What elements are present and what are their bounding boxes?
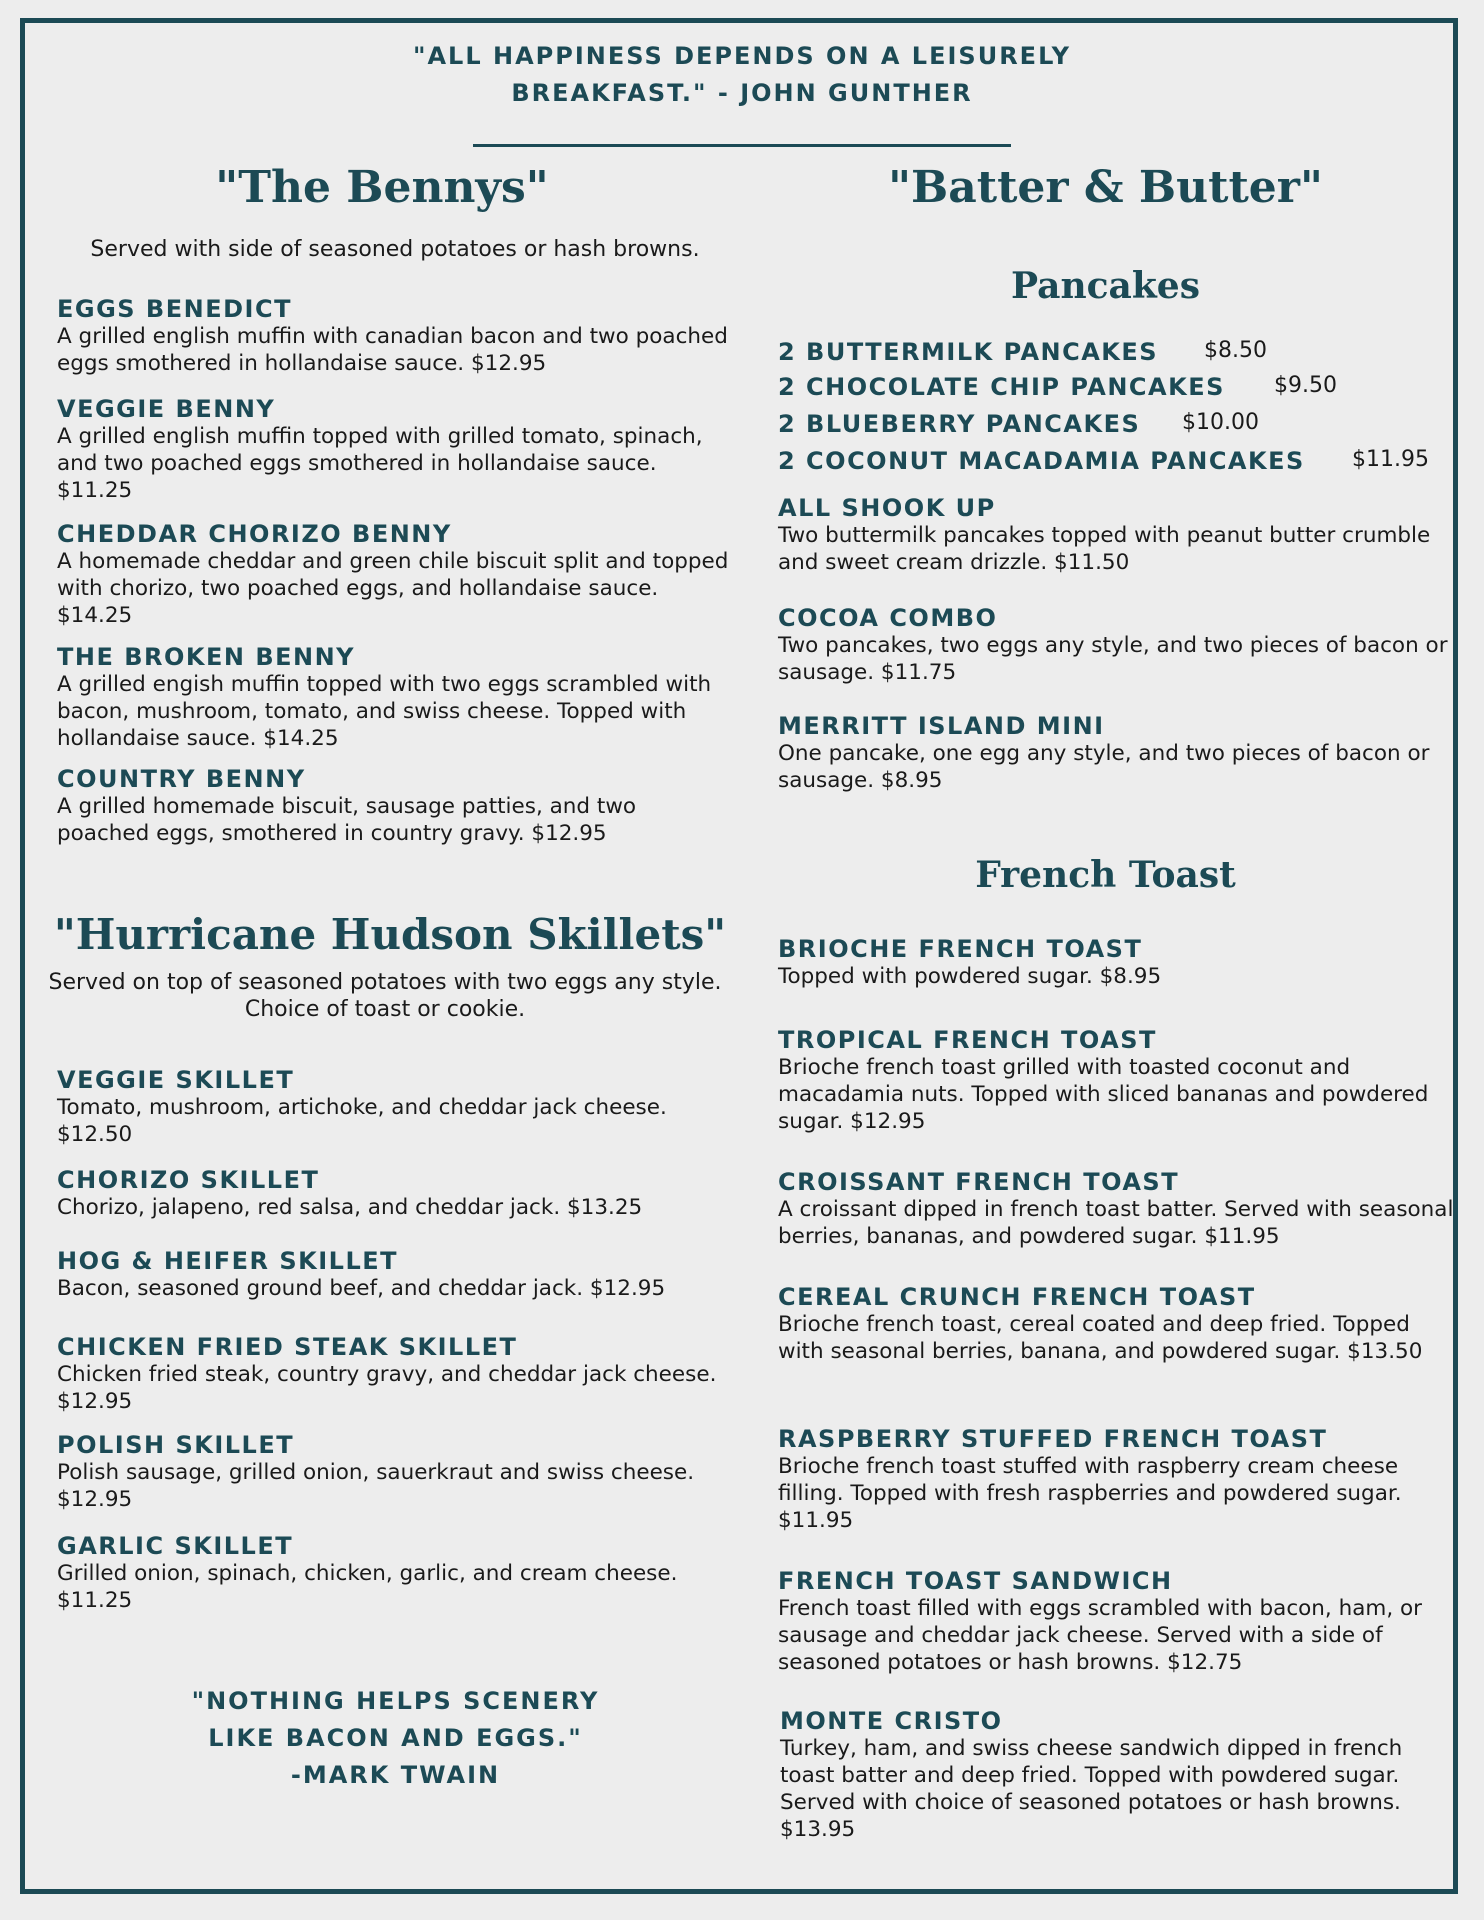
top-quote-line-2: BREAKFAST." - JOHN GUNTHER [511,79,973,107]
menu-item [57,395,734,504]
menu-item [778,712,1458,794]
item-description: Tomato, mushroom, artichoke, and cheddar jack cheese. $12.50 [57,1095,667,1147]
pancake-name: 2 COCONUT MACADAMIA PANCAKES [778,447,1305,475]
subsection-title-french-toast: French Toast [975,854,1236,896]
item-name: FRENCH TOAST SANDWICH [778,1567,1173,1595]
menu-item [778,1567,1458,1676]
menu-item [778,494,1458,576]
item-description: A homemade cheddar and green chile biscuit split and topped with chorizo, two poached eggs, and hollandaise sauce. $14.25 [57,549,729,628]
item-name: CEREAL CRUNCH FRENCH TOAST [778,1283,1256,1311]
bottom-quote [57,1683,734,1794]
menu-item [780,1707,1450,1843]
item-description: Brioche french toast stuffed with raspberry cream cheese filling. Topped with fresh raspberries and powdered sugar. $11.95 [778,1454,1402,1533]
skillets-intro: Served on top of seasoned potatoes with two eggs any style. Choice of toast or cookie. [48,970,722,1022]
item-description: Brioche french toast, cereal coated and deep fried. Topped with seasonal berries, banana, and powdered sugar. $13.50 [778,1312,1423,1364]
item-description: Turkey, ham, and swiss cheese sandwich dipped in french toast batter and deep fried. Topped with powdered sugar. Served with choice of seasoned potatoes or hash browns. $13.95 [780,1736,1403,1842]
item-name: VEGGIE SKILLET [57,1066,295,1094]
pancake-row [778,338,1267,372]
item-description: A grilled homemade biscuit, sausage patties, and two poached eggs, smothered in country gravy. $12.95 [57,794,637,846]
item-name: THE BROKEN BENNY [57,643,356,671]
subsection-title-pancakes: Pancakes [1011,265,1200,307]
item-description: A grilled english muffin with canadian bacon and two poached eggs smothered in hollandaise sauce. $12.95 [57,324,728,376]
item-name: COUNTRY BENNY [57,765,306,793]
menu-item [778,1283,1458,1365]
top-quote-line-1: "ALL HAPPINESS DEPENDS ON A LEISURELY [412,42,1072,70]
item-name: CHICKEN FRIED STEAK SKILLET [57,1333,518,1361]
bennys-intro: Served with side of seasoned potatoes or hash browns. [90,237,700,262]
section-title-batter: "Batter & Butter" [888,162,1323,213]
item-name: CHORIZO SKILLET [57,1166,320,1194]
pancake-row [778,373,1337,407]
item-description: A grilled engish muffin topped with two eggs scrambled with bacon, mushroom, tomato, and swiss cheese. Topped with hollandaise sauce. $14.25 [57,672,712,751]
menu-item [57,643,734,752]
pancake-name: 2 BLUEBERRY PANCAKES [778,410,1141,438]
pancake-row [778,410,1259,444]
bottom-quote-line-2: LIKE BACON AND EGGS." [208,1724,583,1752]
menu-item [57,295,734,377]
menu-item [57,1532,734,1614]
bottom-quote-line-3: -MARK TWAIN [290,1761,501,1789]
menu-item [57,1431,734,1513]
menu-item [778,604,1458,686]
item-description: Chorizo, jalapeno, red salsa, and cheddar jack. $13.25 [57,1195,643,1220]
menu-item [57,1066,734,1148]
item-name: VEGGIE BENNY [57,395,276,423]
item-name: COCOA COMBO [778,604,998,632]
menu-item [778,1026,1458,1135]
top-quote [0,38,1484,112]
pancake-name: 2 BUTTERMILK PANCAKES [778,338,1159,366]
pancake-name: 2 CHOCOLATE CHIP PANCAKES [778,373,1225,401]
item-name: POLISH SKILLET [57,1431,295,1459]
menu-item [778,1425,1458,1534]
item-description: Two pancakes, two eggs any style, and two pieces of bacon or sausage. $11.75 [778,633,1448,685]
item-name: BRIOCHE FRENCH TOAST [778,935,1143,963]
item-name: MERRITT ISLAND MINI [778,712,1105,740]
item-name: CHEDDAR CHORIZO BENNY [57,520,452,548]
item-description: Bacon, seasoned ground beef, and cheddar jack. $12.95 [57,1276,666,1301]
item-name: MONTE CRISTO [780,1707,1003,1735]
item-name: RASPBERRY STUFFED FRENCH TOAST [778,1425,1328,1453]
pancake-price: $10.00 [1182,410,1259,435]
pancake-price: $9.50 [1274,373,1337,398]
item-name: GARLIC SKILLET [57,1532,294,1560]
item-name: TROPICAL FRENCH TOAST [778,1026,1157,1054]
menu-item [57,520,734,629]
item-name: HOG & HEIFER SKILLET [57,1247,399,1275]
menu-item [57,1247,734,1302]
pancake-price: $11.95 [1352,447,1429,472]
section-title-bennys: "The Bennys" [215,162,549,213]
item-description: Grilled onion, spinach, chicken, garlic, and cream cheese. $11.25 [57,1561,678,1613]
item-description: Two buttermilk pancakes topped with peanut butter crumble and sweet cream drizzle. $11.50 [778,523,1431,575]
item-description: Polish sausage, grilled onion, sauerkraut and swiss cheese. $12.95 [57,1460,695,1512]
item-name: ALL SHOOK UP [778,494,996,522]
menu-item [57,765,734,847]
item-description: Chicken fried steak, country gravy, and cheddar jack cheese. $12.95 [57,1362,717,1414]
bottom-quote-line-1: "NOTHING HELPS SCENERY [191,1687,600,1715]
item-description: Brioche french toast grilled with toasted coconut and macadamia nuts. Topped with sliced bananas and powdered sugar. $12.95 [778,1055,1429,1134]
menu-item [778,935,1458,990]
item-description: A croissant dipped in french toast batter. Served with seasonal berries, bananas, and powdered sugar. $11.95 [778,1197,1454,1249]
section-title-skillets: "Hurricane Hudson Skillets" [53,910,727,959]
item-description: Topped with powdered sugar. $8.95 [778,964,1162,989]
item-description: A grilled english muffin topped with grilled tomato, spinach, and two poached eggs smothered in hollandaise sauce. $11.25 [57,424,703,503]
item-name: CROISSANT FRENCH TOAST [778,1168,1180,1196]
item-description: French toast filled with eggs scrambled with bacon, ham, or sausage and cheddar jack cheese. Served with a side of seasoned potatoes or hash browns. $12.75 [778,1596,1422,1675]
item-name: EGGS BENEDICT [57,295,292,323]
menu-item [57,1333,734,1415]
menu-item [57,1166,734,1221]
pancake-price: $8.50 [1204,338,1267,363]
menu-item [778,1168,1458,1250]
item-description: One pancake, one egg any style, and two pieces of bacon or sausage. $8.95 [778,741,1430,793]
divider-rule [473,144,1011,147]
pancake-row [778,447,1429,481]
